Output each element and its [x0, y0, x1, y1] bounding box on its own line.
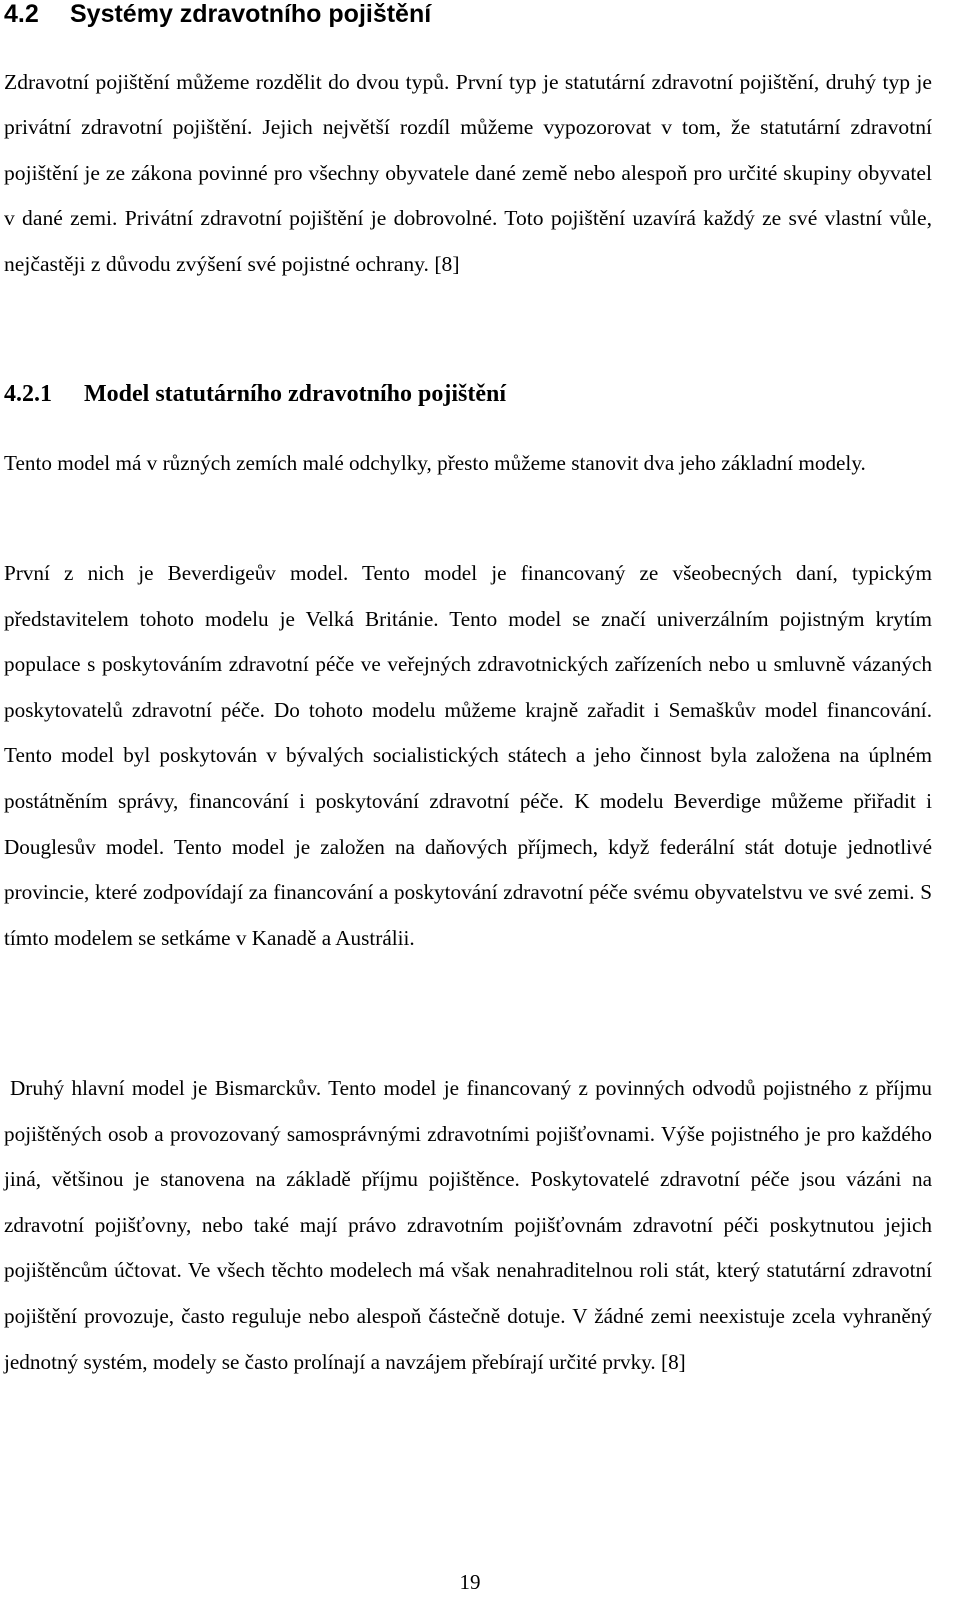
subsection-number: 4.2.1 [4, 381, 52, 407]
intro-paragraph: Zdravotní pojištění můžeme rozdělit do dvou typů. První typ je statutární zdravotní pojištění, druhý typ je privátní zdravotní pojištění. Jejich největší rozdíl můžeme vypozorovat v tom, že statutární zdravotní pojištění je ze zákona povinné pro všechny obyvatele dané země nebo alespoň pro určité skupiny obyvatel v dané zemi. Privátní zdravotní pojištění je dobrovolné. Toto pojištění uzavírá každý ze své vlastní vůle, nejčastěji z důvodu zvýšení své pojistné ochrany. [8] [4, 70, 932, 276]
subsection-heading [4, 374, 506, 414]
page-number: 19 [459, 1570, 481, 1594]
section-number: 4.2 [4, 0, 39, 28]
paragraph-models-intro: Tento model má v různých zemích malé odchylky, přesto můžeme stanovit dva jeho základní modely. [4, 451, 866, 475]
paragraph-bismarck-model [4, 1066, 932, 1385]
paragraph-beveridge-model: První z nich je Beverdigeův model. Tento model je financovaný ze všeobecných daní, typickým představitelem tohoto modelu je Velká Británie. Tento model se značí univerzálním pojistným krytím populace s poskytováním zdravotní péče ve veřejných zdravotnických zařízeních nebo u smluvně vázaných poskytovatelů zdravotní péče. Do tohoto modelu můžeme krajně zařadit i Semaškův model financování. Tento model byl poskytován v bývalých socialistických státech a jeho činnost byla založena na úplném postátněním správy, financování i poskytování zdravotní péče. K modelu Beverdige můžeme přiřadit i Douglesův model. Tento model je založen na daňových příjmech, když federální stát dotuje jednotlivé provincie, které zodpovídají za financování a poskytování zdravotní péče svému obyvatelstvu ve své zemi. S tímto modelem se setkáme v Kanadě a Austrálii. [4, 561, 932, 950]
section-heading [4, 0, 431, 32]
subsection-title: Model statutárního zdravotního pojištění [84, 381, 507, 407]
paragraph-bismarck-text: Druhý hlavní model je Bismarckův. Tento model je financovaný z povinných odvodů pojistného z příjmu pojištěných osob a provozovaný samosprávnými zdravotními pojišťovnami. Výše pojistného je pro každého jiná, většinou je stanovena na základě příjmu pojištěnce. Poskytovatelé zdravotní péče jsou vázáni na zdravotní pojišťovny, nebo také mají právo zdravotním pojišťovnám zdravotní péči poskytnutou jejich pojištěncům účtovat. Ve všech těchto modelech má však nenahraditelnou roli stát, který statutární zdravotní pojištění provozuje, často reguluje nebo alespoň částečně dotuje. V žádné zemi neexistuje zcela vyhraněný jednotný systém, modely se často prolínají a navzájem přebírají určité prvky. [8] [4, 1076, 932, 1374]
section-title: Systémy zdravotního pojištění [70, 0, 432, 28]
